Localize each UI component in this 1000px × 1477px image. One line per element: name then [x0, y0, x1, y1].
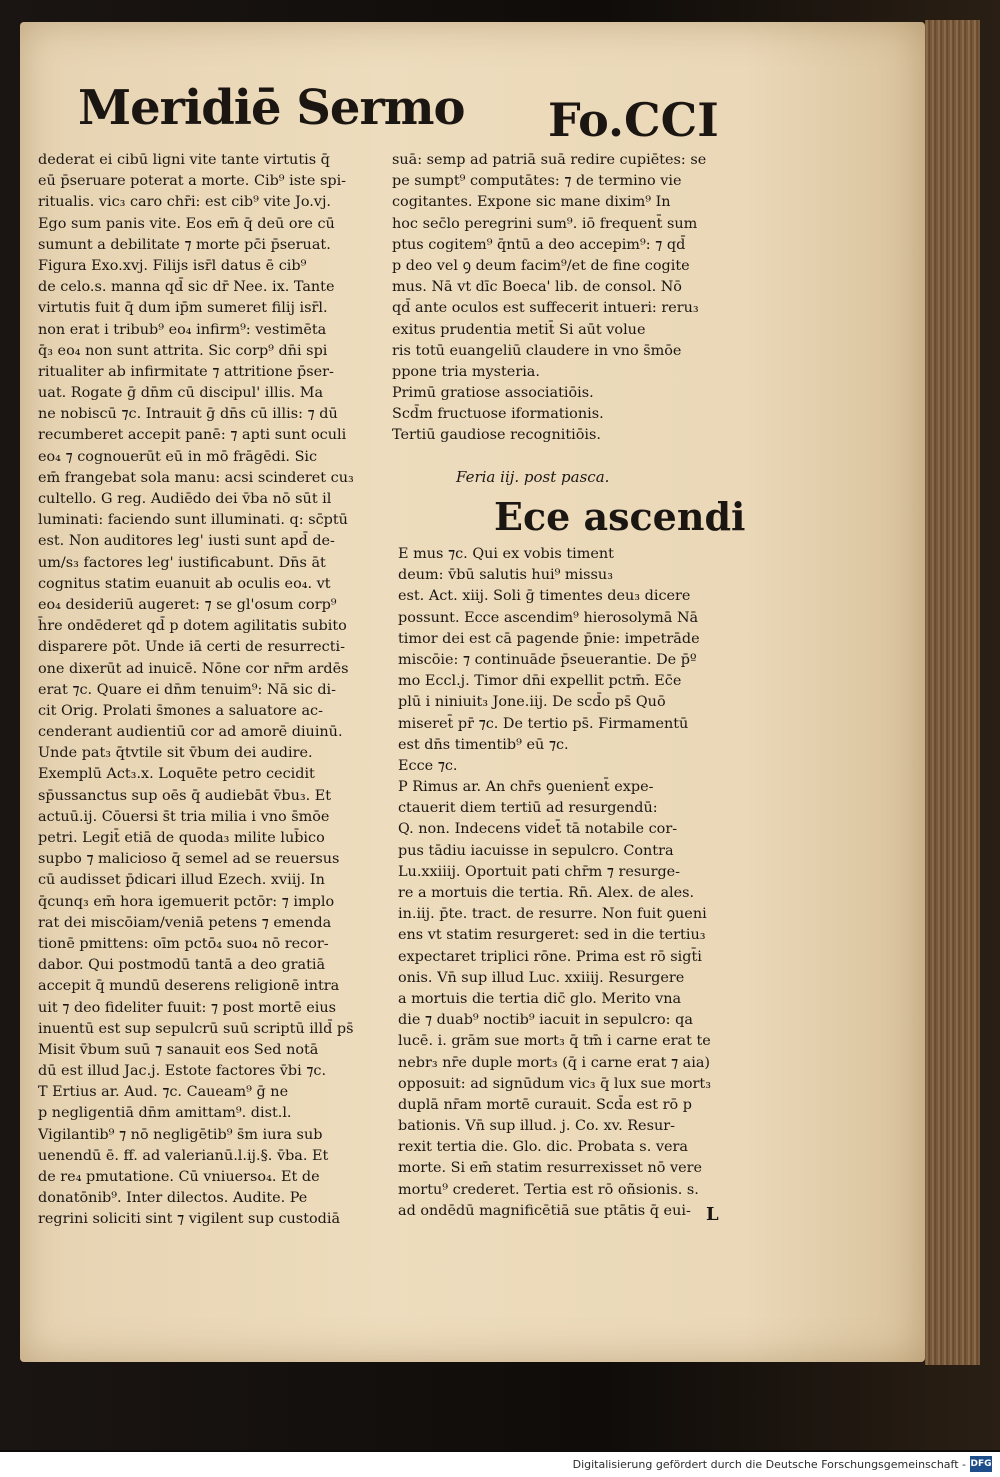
text-line: petri. Legit̄ etiā de quoda₃ milite lub̄ico — [38, 830, 325, 846]
text-line: ne nobiscū ⁊c. Intrauit ḡ dn̄s cū illis: ⁊ dū — [38, 406, 338, 423]
text-line: erat ⁊c. Quare ei dn̄m tenuim⁹: Nā sic di- — [38, 681, 337, 698]
text-line: inuentū est sup sepulcrū suū scriptū illd̄ ps̄ — [38, 1020, 354, 1037]
text-line: Ego sum panis vite. Eos em̄ q̄ deū ore cū — [38, 215, 335, 232]
text-line: ptus cogitem⁹ q̄ntū a deo accepim⁹: ⁊ qd̄ — [392, 236, 686, 253]
text-line: h̄re ondēderet qd̄ p dotem agilitatis subito — [38, 618, 347, 635]
text-line: disparere pōt. Unde iā certi de resurrecti- — [38, 639, 345, 656]
text-line: ens vt statim resurgeret: sed in die tertiu₃ — [398, 927, 706, 944]
text-line: Misit v̄bum suū ⁊ sanauit eos Sed notā — [38, 1041, 319, 1058]
text-line: bationis. Vn̄ sup illud. j. Co. xv. Resur- — [398, 1118, 675, 1135]
text-line: ad ondēdū magnificētiā sue ptātis q̄ eui- — [398, 1202, 691, 1219]
text-line: ritualiter ab infirmitate ⁊ attritione p̄ser- — [38, 363, 334, 380]
text-line: deum: v̄bū salutis hui⁹ missu₃ — [398, 567, 613, 584]
text-line: recumberet accepit panē: ⁊ apti sunt oculi — [38, 427, 347, 444]
text-line: donatōnib⁹. Inter dilectos. Audite. Pe — [38, 1190, 308, 1207]
text-line: a mortuis die tertia dic̄ glo. Merito vna — [398, 990, 682, 1007]
text-line: mortu⁹ crederet. Tertia est rō oñsionis. s. — [398, 1181, 699, 1198]
text-line: virtutis fuit q̄ dum ip̄m sumeret filij isr̄l. — [38, 300, 328, 317]
text-line: sp̄ussanctus sup oēs q̄ audiebāt v̄bu₃. Et — [38, 787, 332, 804]
text-line: E mus ⁊c. Qui ex vobis timent — [398, 546, 614, 562]
text-line: cit Orig. Prolati s̄mones a saluatore ac- — [38, 702, 323, 719]
text-line: uenendū ē. ff. ad valerianū.l.ij.§. v̄ba. Et — [38, 1147, 329, 1164]
footer-credit: Digitalisierung gefördert durch die Deutsche Forschungsgemeinschaft - — [572, 1458, 966, 1471]
text-line: in.iij. p̄te. tract. de resurre. Non fuit ꝯueni — [398, 906, 707, 923]
text-line: opposuit: ad signūdum vic₃ q̄ lux sue mort₃ — [398, 1075, 711, 1092]
catchword: L — [706, 1204, 719, 1225]
text-line: onis. Vn̄ sup illud Luc. xxiiij. Resurgere — [398, 969, 685, 986]
text-line: miseret̄ pr̄ ⁊c. De tertio ps̄. Firmamentū — [398, 715, 689, 732]
text-line: luminati: faciendo sunt illuminati. q: sc̄ptū — [38, 512, 348, 529]
text-line: uit ⁊ deo fideliter fuuit: ⁊ post mortē eius — [38, 999, 337, 1016]
text-line: rat dei miscōiam/veniā petens ⁊ emenda — [38, 914, 332, 931]
text-line: q̄₃ eo₄ non sunt attrita. Sic corp⁹ dn̄i spi — [38, 342, 328, 359]
text-line: pe sumpt⁹ computātes: ⁊ de termino vie — [392, 173, 682, 190]
text-line: Ecce ⁊c. — [398, 757, 458, 774]
text-line: dederat ei cibū ligni vite tante virtutis q̄ — [38, 152, 330, 168]
folio-number: Fo.CCI — [548, 93, 719, 147]
text-line: Lu.xxiiij. Oportuit pati chr̄m ⁊ resurge- — [398, 863, 681, 880]
page-edges — [925, 20, 980, 1365]
text-line: cogitantes. Expone sic mane dixim⁹ In — [392, 194, 671, 211]
incipit-heading: Ece ascendi — [494, 494, 746, 539]
text-line: timor dei est cā pagende p̄nie: impetrāde — [398, 630, 700, 647]
text-line: cenderant audientiū cor ad amorē diuinū. — [38, 724, 343, 741]
text-line: re a mortuis die tertia. Rn̄. Alex. de ales. — [398, 885, 695, 901]
text-line: p deo vel ꝯ deum facim⁹/et de fine cogite — [392, 257, 690, 274]
rubric-heading: Feria iij. post pasca. — [456, 468, 610, 486]
text-line: non erat i tribub⁹ eo₄ infirm⁹: vestimēta — [38, 321, 327, 338]
text-line: est dn̄s timentib⁹ eū ⁊c. — [398, 736, 569, 753]
text-line: tionē pmittens: oīm pctō₄ suo₄ nō recor- — [38, 935, 329, 952]
text-line: suā: semp ad patriā suā redire cupiētes: se — [392, 152, 707, 168]
text-line: um/s₃ factores leg' iustificabunt. Dn̄s āt — [38, 554, 326, 571]
text-line: qd̄ ante oculos est suffecerit intueri: reru₃ — [392, 300, 699, 317]
text-line: T Ertius ar. Aud. ⁊c. Caueam⁹ ḡ ne — [38, 1084, 289, 1101]
text-line: de re₄ pmutatione. Cū vniuerso₄. Et de — [38, 1169, 320, 1185]
text-line: actuū.ij. Cōuersi s̄t tria milia i vno s̄mōe — [38, 808, 330, 825]
text-line: ppone tria mysteria. — [392, 363, 540, 380]
text-line: ritualis. vic₃ caro chr̄i: est cib⁹ vite Jo.vj. — [38, 194, 331, 211]
dfg-logo-icon: DFG — [970, 1456, 992, 1472]
text-line: q̄cunq₃ em̄ hora igemuerit pctōr: ⁊ implo — [38, 893, 335, 910]
text-line: pus tādiu iacuisse in sepulcro. Contra — [398, 842, 674, 859]
text-line: P Rimus ar. An chr̄s ꝯuenient̄ expe- — [398, 779, 654, 796]
text-line: die ⁊ duab⁹ noctib⁹ iacuit in sepulcro: qa — [398, 1012, 693, 1029]
text-line: Q. non. Indecens videt̄ tā notabile cor- — [398, 821, 678, 838]
text-line: lucē. i. grām sue mort₃ q̄ tm̄ i carne erat te — [398, 1033, 711, 1050]
text-line: eo₄ desideriū augeret: ⁊ se gl'osum corp⁹ — [38, 596, 337, 613]
text-line: supbo ⁊ malicioso q̄ semel ad se reuersus — [38, 851, 340, 868]
text-line: cultello. G reg. Audiēdo dei v̄ba nō sūt il — [38, 491, 332, 507]
text-line: possunt. Ecce ascendim⁹ hierosolymā Nā — [398, 609, 699, 626]
text-line: est. Non auditores leg' iusti sunt apd̄ de- — [38, 533, 335, 550]
text-line: ris totū euangeliū claudere in vno s̄mōe — [392, 342, 682, 359]
running-title: Meridiē Sermo — [78, 80, 465, 136]
text-line: miscōie: ⁊ continuāde p̄seuerantie. De p̄º — [398, 651, 697, 668]
text-line: exitus prudentia metit̄ Si aūt volue — [392, 321, 646, 338]
text-line: one dixerūt ad inuicē. Nōne cor nr̄m ardēs — [38, 660, 349, 677]
text-line: mus. Nā vt dīc Boeca' lib. de consol. Nō — [392, 279, 682, 296]
text-line: uat. Rogate ḡ dn̄m cū discipul' illis. Ma — [38, 385, 324, 402]
text-line: regrini soliciti sint ⁊ vigilent sup custodiā — [38, 1211, 341, 1228]
text-line: morte. Si em̄ statim resurrexisset nō vere — [398, 1160, 702, 1177]
text-line: est. Act. xiij. Soli ḡ timentes deu₃ dicere — [398, 588, 691, 605]
text-line: Vigilantib⁹ ⁊ nō negligētib⁹ s̄m iura sub — [38, 1126, 323, 1143]
text-line: expectaret triplici rōne. Prima est rō sigt̄i — [398, 948, 702, 965]
text-line: plū i niniuit₃ Jone.iij. De scd̄o ps̄ Quō — [398, 694, 666, 711]
text-line: cū audisset p̄dicari illud Ezech. xviij. In — [38, 872, 325, 889]
text-line: p negligentiā dn̄m amittam⁹. dist.l. — [38, 1105, 292, 1122]
left-text-column — [38, 150, 386, 1231]
text-line: eo₄ ⁊ cognouerūt eū in mō frāgēdi. Sic — [38, 448, 318, 465]
text-line: hoc sec̄lo peregrini sum⁹. iō frequent̄ sum — [392, 215, 698, 232]
text-line: dū est illud Jac.j. Estote factores v̄bi ⁊c. — [38, 1063, 327, 1080]
right-text-column-bottom — [398, 544, 743, 1222]
text-line: cognitus statim euanuit ab oculis eo₄. vt — [38, 575, 331, 592]
text-line: Exemplū Act₃.x. Loquēte petro cecidit — [38, 766, 315, 783]
text-line: ctauerit diem tertiū ad resurgendū: — [398, 800, 658, 817]
text-line: mo Eccl.j. Timor dn̄i expellit pctm̄. Ec̄e — [398, 673, 682, 690]
text-line: rexit tertia die. Glo. dic. Probata s. vera — [398, 1139, 688, 1156]
text-line: de celo.s. manna qd̄ sic dr̄ Nee. ix. Tante — [38, 279, 335, 296]
text-line: duplā nr̄am mortē curauit. Scd̄a est rō p — [398, 1096, 692, 1113]
text-line: Scd̄m fructuose iformationis. — [392, 406, 604, 423]
text-line: Primū gratiose associatiōis. — [392, 385, 594, 402]
text-line: Figura Exo.xvj. Filijs isr̄l datus ē cib⁹ — [38, 257, 307, 274]
text-line: accepit q̄ mundū deserens religionē intra — [38, 978, 340, 995]
text-line: em̄ frangebat sola manu: acsi scinderet cu₃ — [38, 469, 354, 486]
text-line: Tertiū gaudiose recognitiōis. — [392, 427, 601, 444]
right-text-column-top — [392, 150, 742, 447]
text-line: Unde pat₃ q̄tvtile sit v̄bum dei audire. — [38, 745, 313, 762]
text-line: dabor. Qui postmodū tantā a deo gratiā — [38, 957, 326, 974]
text-line: sumunt a debilitate ⁊ morte pc̄i p̄seruat. — [38, 236, 331, 253]
text-line: nebr₃ nr̄e duple mort₃ (q̄ i carne erat ⁊ aia) — [398, 1054, 711, 1071]
text-line: eū p̄seruare poterat a morte. Cib⁹ iste spi- — [38, 173, 347, 190]
